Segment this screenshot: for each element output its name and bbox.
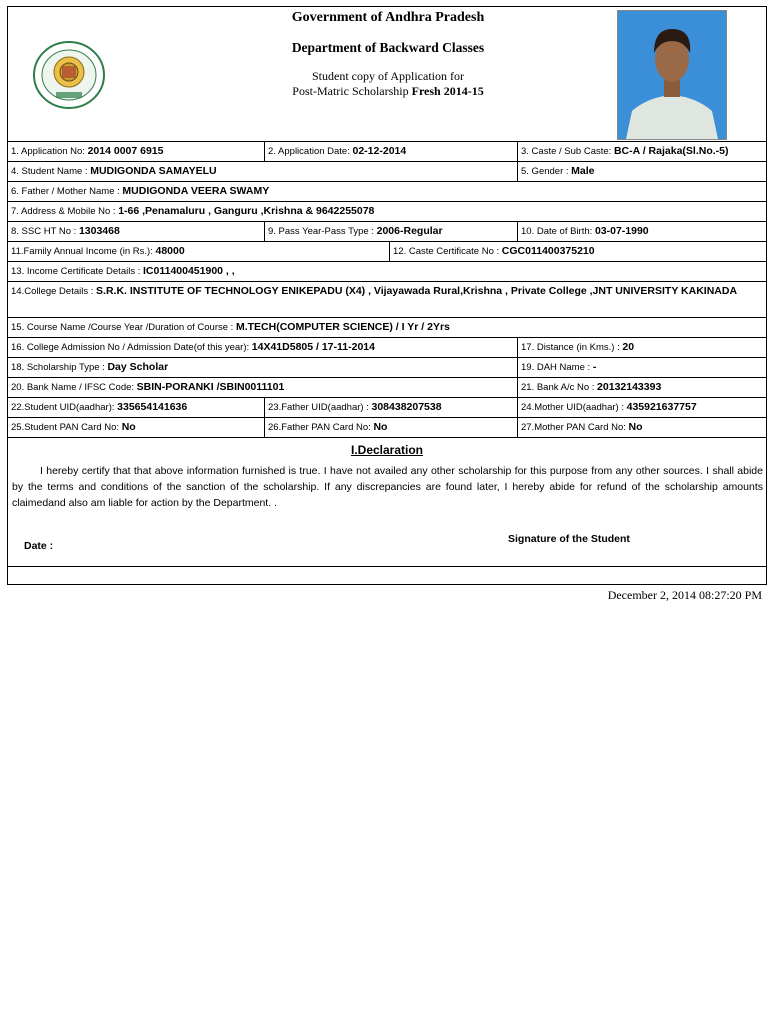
label: 17. Distance (in Kms.) : [521, 342, 623, 353]
field-income [8, 242, 390, 261]
value: No [373, 421, 388, 433]
value: BC-A / Rajaka(Sl.No.-5) [613, 145, 729, 157]
label: 27.Mother PAN Card No: [521, 422, 629, 433]
subtitle-line1: Student copy of Application for [312, 69, 464, 83]
field-ssc-ht [8, 222, 265, 241]
value: 20 [622, 341, 635, 353]
label: 13. Income Certificate Details : [11, 266, 143, 277]
field-distance [518, 338, 766, 357]
label: 12. Caste Certificate No : [393, 246, 502, 257]
blank-row [8, 567, 766, 584]
field-mother-uid [518, 398, 766, 417]
value: M.TECH(COMPUTER SCIENCE) / I Yr / 2Yrs [235, 321, 450, 333]
row-4 [8, 202, 766, 222]
value: MUDIGONDA VEERA SWAMY [122, 185, 270, 197]
field-college [8, 282, 766, 317]
value: 308438207538 [371, 401, 442, 413]
value: No [121, 421, 136, 433]
print-timestamp: December 2, 2014 08:27:20 PM [607, 588, 762, 602]
row-12 [8, 378, 766, 398]
label: 22.Student UID(aadhar): [11, 402, 118, 413]
subtitle-scheme: Fresh 2014-15 [411, 84, 484, 98]
field-admission [8, 338, 518, 357]
row-3 [8, 182, 766, 202]
subtitle-prefix: Post-Matric Scholarship [292, 84, 412, 98]
field-dob [518, 222, 766, 241]
value: 1303468 [78, 225, 120, 237]
field-gender [518, 162, 766, 181]
value: 02-12-2014 [352, 145, 407, 157]
field-income-cert [8, 262, 766, 281]
value: 335654141636 [117, 401, 188, 413]
field-student-pan [8, 418, 265, 437]
value: S.R.K. INSTITUTE OF TECHNOLOGY ENIKEPADU (X4) , Vijayawada Rural,Krishna , Private College ,JNT UNIVERSITY KAKINADA [96, 285, 738, 297]
label: 10. Date of Birth: [521, 226, 595, 237]
value: 2014 0007 6915 [87, 145, 164, 157]
field-address [8, 202, 766, 221]
row-2 [8, 162, 766, 182]
label: 4. Student Name : [11, 166, 91, 177]
label: 7. Address & Mobile No : [11, 206, 119, 217]
label: 1. Application No: [11, 146, 88, 157]
label: 2. Application Date: [268, 146, 353, 157]
value: IC011400451900 , , [143, 265, 235, 277]
signature-label: Signature of the Student [508, 533, 630, 545]
value: 20132143393 [597, 381, 662, 393]
row-5 [8, 222, 766, 242]
value: CGC011400375210 [501, 245, 595, 257]
row-6 [8, 242, 766, 262]
value: 14X41D5805 / 17-11-2014 [251, 341, 375, 353]
label: 14.College Details : [11, 286, 97, 297]
row-8 [8, 282, 766, 318]
row-11 [8, 358, 766, 378]
row-13 [8, 398, 766, 418]
value: No [628, 421, 643, 433]
value: SBIN-PORANKI /SBIN0011101 [136, 381, 285, 393]
field-student-uid [8, 398, 265, 417]
field-dah-name [518, 358, 766, 377]
value: 48000 [155, 245, 185, 257]
field-scholarship-type [8, 358, 518, 377]
label: 25.Student PAN Card No: [11, 422, 122, 433]
label: 26.Father PAN Card No: [268, 422, 374, 433]
row-7 [8, 262, 766, 282]
field-mother-pan [518, 418, 766, 437]
label: 16. College Admission No / Admission Date(of this year): [11, 342, 252, 353]
field-app-no [8, 142, 265, 161]
label: 21. Bank A/c No : [521, 382, 598, 393]
student-photo [617, 10, 727, 140]
value: MUDIGONDA SAMAYELU [90, 165, 217, 177]
row-9 [8, 318, 766, 338]
label: 15. Course Name /Course Year /Duration of Course : [11, 322, 236, 333]
value: 1-66 ,Penamaluru , Ganguru ,Krishna & 9642255078 [118, 205, 375, 217]
label: 5. Gender : [521, 166, 572, 177]
field-caste [518, 142, 766, 161]
field-app-date [265, 142, 518, 161]
field-course [8, 318, 766, 337]
field-father-pan [265, 418, 518, 437]
row-10 [8, 338, 766, 358]
label: 6. Father / Mother Name : [11, 186, 123, 197]
declaration-section [8, 438, 766, 567]
field-father-uid [265, 398, 518, 417]
field-pass-year [265, 222, 518, 241]
row-14 [8, 418, 766, 438]
field-bank-ac [518, 378, 766, 397]
label: 23.Father UID(aadhar) : [268, 402, 372, 413]
field-parent-name [8, 182, 766, 201]
label: 8. SSC HT No : [11, 226, 79, 237]
label: 20. Bank Name / IFSC Code: [11, 382, 137, 393]
field-caste-cert [390, 242, 766, 261]
field-student-name [8, 162, 518, 181]
label: 3. Caste / Sub Caste: [521, 146, 614, 157]
value: 435921637757 [626, 401, 697, 413]
ap-emblem-icon [32, 40, 106, 110]
label: 11.Family Annual Income (in Rs.): [11, 246, 156, 257]
value: - [592, 361, 597, 373]
header [8, 7, 766, 142]
row-1 [8, 142, 766, 162]
label: 19. DAH Name : [521, 362, 593, 373]
field-bank [8, 378, 518, 397]
label: 24.Mother UID(aadhar) : [521, 402, 627, 413]
label: 9. Pass Year-Pass Type : [268, 226, 377, 237]
value: Day Scholar [107, 361, 169, 373]
application-document [7, 6, 767, 585]
declaration-text: I hereby certify that that above information furnished is true. I have not availed any other scholarship for this purpose from any other sources. I shall abide by the terms and conditions of the sanction of the scholarship. If any discrepancies are found later, I hereby abide for refund of the scholarship amounts claimedand also am liable for action by the Department. . [12, 465, 763, 509]
value: 2006-Regular [376, 225, 443, 237]
declaration-title: I.Declaration [350, 443, 424, 457]
dept-title: Department of Backward Classes [291, 40, 485, 55]
label: 18. Scholarship Type : [11, 362, 108, 373]
value: Male [571, 165, 595, 177]
value: 03-07-1990 [594, 225, 649, 237]
date-label: Date : [24, 540, 54, 552]
gov-title: Government of Andhra Pradesh [291, 10, 485, 25]
